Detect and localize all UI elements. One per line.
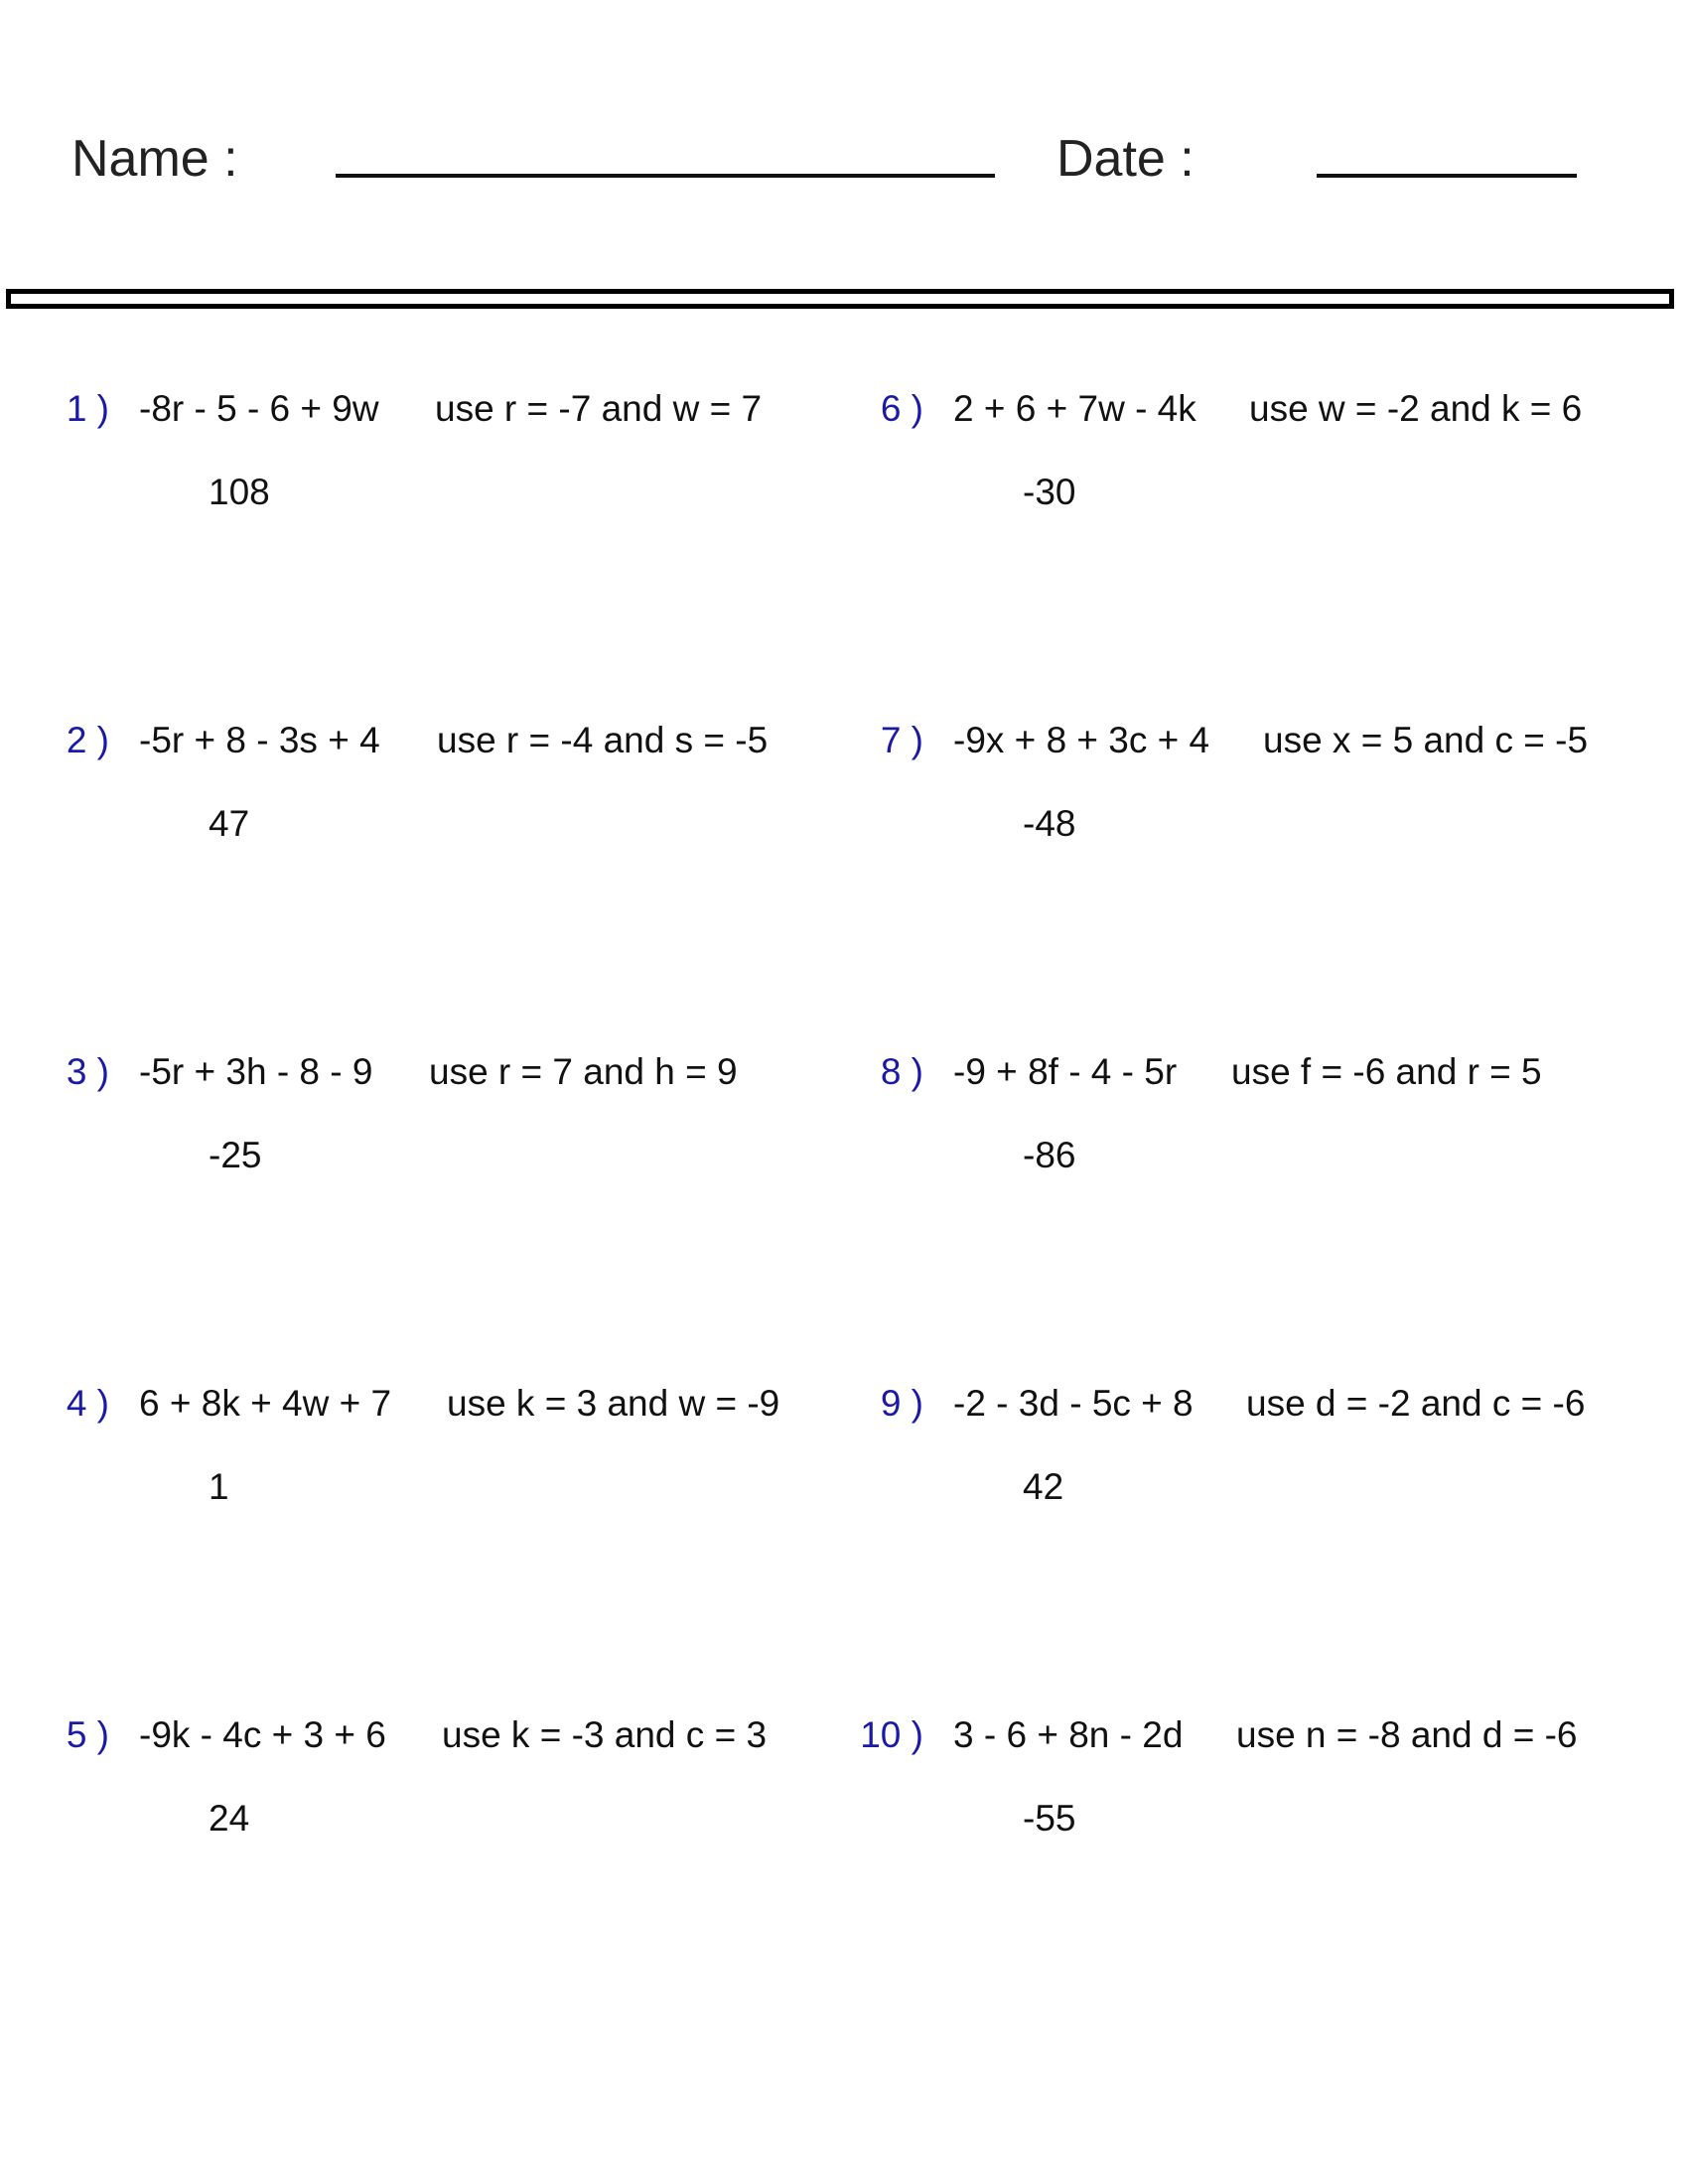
problem-substitution: use d = -2 and c = -6	[1246, 1383, 1586, 1424]
problem-answer: 42	[1023, 1466, 1064, 1507]
problem-answer: 24	[209, 1798, 250, 1839]
problem-expression: -9x + 8 + 3c + 4	[953, 720, 1210, 760]
problem-answer: -55	[1023, 1798, 1076, 1839]
problem-3	[0, 1040, 814, 1372]
problem-substitution: use k = 3 and w = -9	[447, 1383, 780, 1424]
problem-number: 5 )	[66, 1714, 109, 1755]
problem-number: 9 )	[880, 1383, 923, 1424]
problem-7	[814, 709, 1688, 1040]
problem-expression: 6 + 8k + 4w + 7	[139, 1383, 392, 1424]
problem-number: 10 )	[860, 1714, 923, 1755]
problem-answer: -30	[1023, 472, 1076, 512]
name-label: Name :	[71, 130, 238, 188]
problem-expression: -9k - 4c + 3 + 6	[139, 1714, 386, 1755]
problem-8	[814, 1040, 1688, 1372]
problem-substitution: use x = 5 and c = -5	[1263, 720, 1589, 760]
problem-expression: -5r + 3h - 8 - 9	[139, 1051, 373, 1092]
problem-number: 1 )	[66, 388, 109, 429]
problem-5	[0, 1704, 814, 2035]
date-label: Date :	[1056, 130, 1195, 188]
problem-number: 3 )	[66, 1051, 109, 1092]
worksheet-header	[0, 0, 1688, 318]
name-blank-line[interactable]	[336, 174, 995, 178]
problem-1	[0, 377, 814, 709]
problem-expression: -5r + 8 - 3s + 4	[139, 720, 380, 760]
problem-6	[814, 377, 1688, 709]
problem-expression: -9 + 8f - 4 - 5r	[953, 1051, 1178, 1092]
problem-substitution: use r = 7 and h = 9	[429, 1051, 738, 1092]
problem-number: 4 )	[66, 1383, 109, 1424]
header-double-rule	[6, 289, 1674, 309]
problem-2	[0, 709, 814, 1040]
problem-number: 2 )	[66, 720, 109, 760]
problem-answer: -86	[1023, 1135, 1076, 1175]
problem-number: 7 )	[880, 720, 923, 760]
problem-substitution: use r = -7 and w = 7	[435, 388, 763, 429]
problem-column-right	[814, 377, 1688, 2035]
problem-answer: -25	[209, 1135, 262, 1175]
problem-expression: -2 - 3d - 5c + 8	[953, 1383, 1194, 1424]
problem-4	[0, 1372, 814, 1704]
problem-expression: 3 - 6 + 8n - 2d	[953, 1714, 1184, 1755]
problem-expression: -8r - 5 - 6 + 9w	[139, 388, 379, 429]
problem-column-left	[0, 377, 814, 2035]
problem-substitution: use w = -2 and k = 6	[1249, 388, 1583, 429]
problem-10	[814, 1704, 1688, 2035]
problem-9	[814, 1372, 1688, 1704]
problem-number: 8 )	[880, 1051, 923, 1092]
problem-answer: 108	[209, 472, 270, 512]
problem-answer: -48	[1023, 803, 1076, 844]
problem-answer: 1	[209, 1466, 229, 1507]
date-blank-line[interactable]	[1317, 174, 1577, 178]
problem-answer: 47	[209, 803, 250, 844]
problem-expression: 2 + 6 + 7w - 4k	[953, 388, 1196, 429]
problem-number: 6 )	[880, 388, 923, 429]
problem-substitution: use f = -6 and r = 5	[1231, 1051, 1542, 1092]
problem-substitution: use n = -8 and d = -6	[1236, 1714, 1578, 1755]
problem-substitution: use r = -4 and s = -5	[437, 720, 769, 760]
problem-substitution: use k = -3 and c = 3	[442, 1714, 768, 1755]
